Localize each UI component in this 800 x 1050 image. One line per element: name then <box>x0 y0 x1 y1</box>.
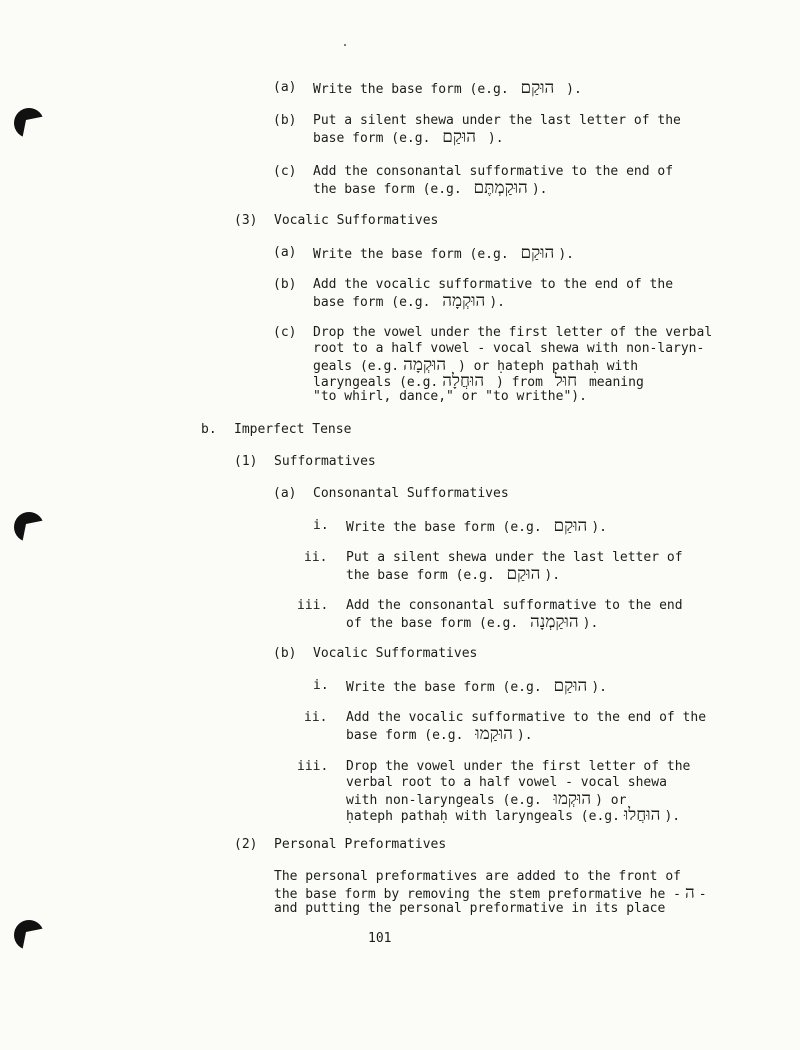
text-segment: Consonantal Sufformatives <box>313 486 509 501</box>
hebrew-example: הוּקַם <box>506 564 541 584</box>
text-segment: base form (e.g. <box>346 728 472 743</box>
text-segment: Personal Preformatives <box>274 837 447 852</box>
hebrew-example: ה <box>685 883 695 903</box>
text-line <box>313 293 513 311</box>
text-segment: ) or <box>595 793 627 808</box>
text-segment: - <box>698 887 707 902</box>
item-marker: (3) <box>234 213 258 228</box>
item-marker: iii. <box>297 598 329 613</box>
text-segment: ). <box>489 295 513 310</box>
page-number: 101 <box>368 931 392 946</box>
text-segment: of the base form (e.g. <box>346 616 527 631</box>
text-segment: base form (e.g. <box>313 295 439 310</box>
text-segment: ḥateph pathaḥ with laryngeals (e.g. <box>346 809 620 824</box>
hebrew-example: הוּקַמְנָה <box>530 612 579 632</box>
hebrew-example: הוּקְמָה <box>442 291 486 311</box>
hebrew-example: הוּקַם <box>442 127 477 147</box>
text-segment: "to whirl, dance," or "to writhe"). <box>313 389 587 404</box>
text-segment: Sufformatives <box>274 454 376 469</box>
text-segment: with non-laryngeals (e.g. <box>346 793 550 808</box>
hebrew-example: הוּקַמוּ <box>475 724 513 744</box>
item-marker: iii. <box>297 759 329 774</box>
text-segment: Add the vocalic sufformative to the end of the <box>346 710 707 725</box>
text-segment: ). <box>480 131 504 146</box>
item-marker: (2) <box>234 837 258 852</box>
text-line <box>346 726 540 744</box>
hebrew-example: הוּקַמְתֶּם <box>473 178 528 198</box>
item-marker: (b) <box>273 646 297 661</box>
text-segment: The personal preformatives are added to the front of <box>274 869 681 884</box>
text-segment: geals (e.g. <box>313 359 400 374</box>
text-segment: ). <box>664 809 688 824</box>
text-line <box>313 389 587 405</box>
item-marker: (c) <box>273 325 297 340</box>
item-marker: ii. <box>304 710 328 725</box>
text-line <box>313 325 712 341</box>
text-line <box>274 869 681 885</box>
text-segment: Write the base form (e.g. <box>346 680 550 695</box>
text-segment: ). <box>591 520 615 535</box>
item-marker: (a) <box>273 245 297 260</box>
hebrew-example: הוּקַם <box>553 676 588 696</box>
hebrew-example: הוּחֲלוּ <box>623 805 661 825</box>
text-segment: root to a half vowel - vocal shewa with non-laryn- <box>313 341 705 356</box>
hebrew-example: הוּקַם <box>520 78 555 98</box>
hebrew-example: חוּל <box>554 371 578 391</box>
text-segment: ). <box>544 568 568 583</box>
item-marker: (b) <box>273 113 297 128</box>
text-line <box>346 759 690 775</box>
text-line <box>313 646 477 662</box>
text-line <box>346 598 683 614</box>
text-segment: Write the base form (e.g. <box>313 247 517 262</box>
text-segment: ). <box>516 728 541 743</box>
text-line <box>313 129 504 147</box>
item-marker: b. <box>201 422 217 437</box>
text-segment: and putting the personal preformative in its place <box>274 901 666 916</box>
text-line <box>346 518 615 536</box>
item-marker: (c) <box>273 164 297 179</box>
text-segment: Vocalic Sufformatives <box>313 646 478 661</box>
text-line <box>274 213 438 229</box>
text-segment: Write the base form (e.g. <box>313 82 517 97</box>
hebrew-example: הוּקְמָה <box>403 355 447 375</box>
text-segment: verbal root to a half vowel - vocal shewa <box>346 775 667 790</box>
text-line <box>346 614 606 632</box>
text-segment: Vocalic Sufformatives <box>274 213 439 228</box>
text-segment: Drop the vowel under the first letter of the <box>346 759 691 774</box>
hebrew-example: הוּקַם <box>553 516 588 536</box>
text-line <box>313 80 582 98</box>
paper-speck <box>344 44 346 46</box>
text-segment: meaning <box>581 375 644 390</box>
text-line <box>313 341 704 357</box>
text-segment: ). <box>591 680 615 695</box>
text-segment: the base form (e.g. <box>313 182 470 197</box>
item-marker: (b) <box>273 277 297 292</box>
text-line <box>313 486 509 502</box>
text-line <box>346 775 667 791</box>
item-marker: i. <box>313 678 329 693</box>
punch-hole-bottom <box>14 920 44 950</box>
punch-hole-top <box>14 108 44 138</box>
item-marker: (1) <box>234 454 258 469</box>
text-segment: ). <box>531 182 556 197</box>
text-segment: Write the base form (e.g. <box>346 520 550 535</box>
text-segment: Put a silent shewa under the last letter of the <box>313 113 681 128</box>
text-line <box>346 807 688 825</box>
text-segment: Add the vocalic sufformative to the end of the <box>313 277 674 292</box>
text-segment: laryngeals (e.g. <box>313 375 439 390</box>
text-line <box>313 245 582 263</box>
hebrew-example: הוּקְמוּ <box>553 789 592 809</box>
item-marker: (a) <box>273 80 297 95</box>
text-segment: Put a silent shewa under the last letter of <box>346 550 683 565</box>
text-line <box>346 566 568 584</box>
text-segment: Drop the vowel under the first letter of the verbal <box>313 325 713 340</box>
text-line <box>234 422 351 438</box>
text-segment: Imperfect Tense <box>234 422 352 437</box>
text-segment: ) or ḥateph pathaḥ with <box>450 359 639 374</box>
text-segment: the base form (e.g. <box>346 568 503 583</box>
text-segment: Add the consonantal sufformative to the end of <box>313 164 674 179</box>
text-line <box>346 710 706 726</box>
text-segment: ). <box>558 82 582 97</box>
text-segment: ). <box>582 616 607 631</box>
hebrew-example: הוּחֲלָה <box>442 371 485 391</box>
text-line <box>274 454 376 470</box>
item-marker: i. <box>313 518 329 533</box>
text-segment: the base form by removing the stem preformative he - <box>274 887 681 902</box>
text-line <box>313 277 673 293</box>
text-line <box>313 113 681 129</box>
text-segment: ). <box>558 247 582 262</box>
text-segment: base form (e.g. <box>313 131 439 146</box>
item-marker: (a) <box>273 486 297 501</box>
text-line <box>346 678 615 696</box>
text-line <box>313 180 555 198</box>
punch-hole-middle <box>14 512 44 542</box>
text-segment: Add the consonantal sufformative to the end <box>346 598 683 613</box>
hebrew-example: הוּקַם <box>520 243 555 263</box>
item-marker: ii. <box>304 550 328 565</box>
text-segment: ) from <box>488 375 551 390</box>
text-line <box>274 901 665 917</box>
text-line <box>274 837 446 853</box>
